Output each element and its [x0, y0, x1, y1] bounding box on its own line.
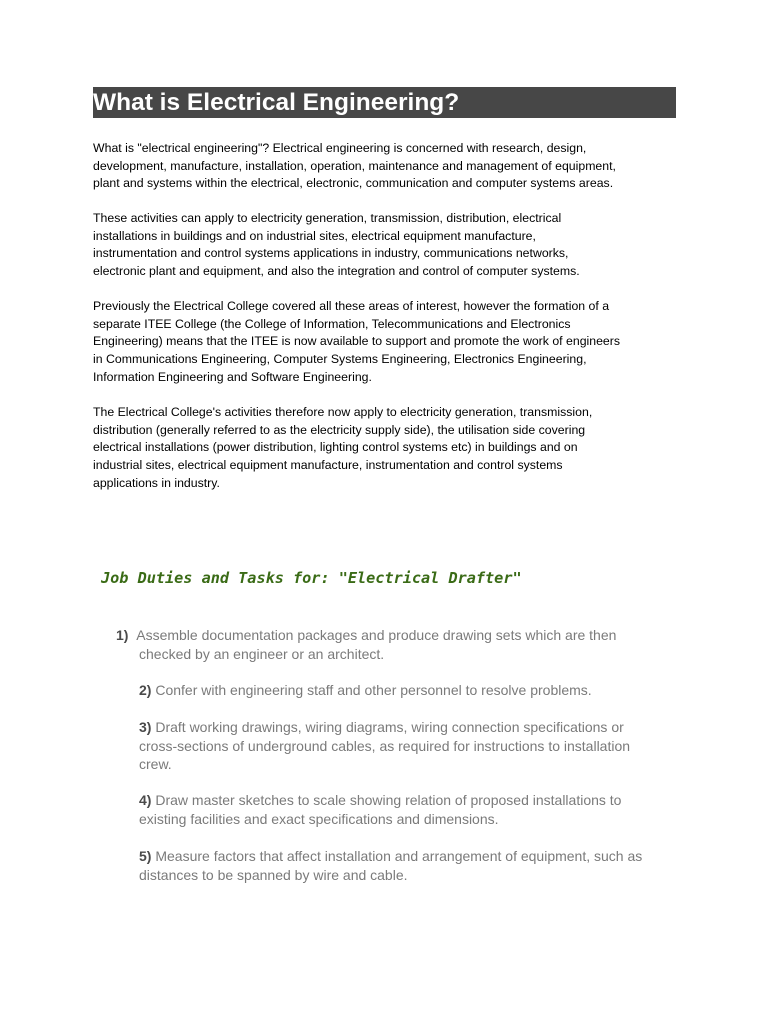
- duty-item-4: [139, 791, 699, 828]
- job-duties-heading: Job Duties and Tasks for: "Electrical Drafter": [101, 569, 522, 587]
- paragraph-3: [93, 298, 693, 387]
- duty-line: [139, 847, 699, 866]
- duty-text: Draft working drawings, wiring diagrams, wiring connection specifications or: [155, 719, 624, 735]
- paragraph-line: Information Engineering and Software Engineering.: [93, 369, 372, 384]
- paragraph-line: development, manufacture, installation, operation, maintenance and management of equipment,: [93, 158, 616, 173]
- paragraph-line: instrumentation and control systems applications in industry, communications networks,: [93, 246, 569, 261]
- duty-number: 2): [139, 682, 152, 698]
- duty-number: 3): [139, 719, 152, 735]
- duty-item-3: [139, 718, 699, 774]
- paragraph-line: Engineering) means that the ITEE is now available to support and promote the work of engineers: [93, 334, 621, 349]
- duty-text: Draw master sketches to scale showing relation of proposed installations to: [155, 792, 622, 808]
- paragraph-line: Previously the Electrical College covered all these areas of interest, however the formation of a: [93, 299, 610, 313]
- duty-number: 4): [139, 792, 152, 808]
- paragraph-line: These activities can apply to electricity generation, transmission, distribution, electrical: [93, 211, 562, 225]
- duty-line: crew.: [139, 756, 172, 772]
- paragraph-line: What is "electrical engineering"? Electrical engineering is concerned with research, design,: [93, 141, 587, 155]
- paragraph-line: electronic plant and equipment, and also the integration and control of computer systems.: [93, 264, 580, 279]
- paragraph-line: plant and systems within the electrical, electronic, communication and computer systems areas.: [93, 176, 614, 191]
- paragraph-line: separate ITEE College (the College of Information, Telecommunications and Electronics: [93, 316, 571, 331]
- duty-line: [139, 791, 699, 810]
- paragraph-line: distribution (generally referred to as the electricity supply side), the utilisation side covering: [93, 422, 586, 437]
- paragraph-2: [93, 210, 693, 281]
- duty-line: checked by an engineer or an architect.: [139, 645, 385, 662]
- duty-line: [116, 626, 676, 645]
- duty-text: Confer with engineering staff and other personnel to resolve problems.: [155, 682, 592, 698]
- paragraph-4: [93, 404, 693, 493]
- duty-item-2: [139, 681, 699, 700]
- title-bar: [93, 87, 676, 118]
- duty-item-1: [116, 626, 676, 663]
- duty-line: existing facilities and exact specifications and dimensions.: [139, 810, 499, 827]
- duty-text: Measure factors that affect installation and arrangement of equipment, such as: [155, 848, 643, 864]
- duty-number: 5): [139, 848, 152, 864]
- duty-line: distances to be spanned by wire and cable.: [139, 866, 408, 883]
- paragraph-line: installations in buildings and on industrial sites, electrical equipment manufacture,: [93, 228, 536, 243]
- duty-number: 1): [116, 627, 129, 643]
- duty-item-5: [139, 847, 699, 884]
- paragraph-line: industrial sites, electrical equipment manufacture, instrumentation and control systems: [93, 458, 563, 473]
- paragraph-line: in Communications Engineering, Computer Systems Engineering, Electronics Engineering,: [93, 352, 587, 367]
- paragraph-line: electrical installations (power distribution, lighting control systems etc) in buildings and on: [93, 440, 578, 455]
- paragraph-1: [93, 140, 693, 193]
- duty-line: cross-sections of underground cables, as required for instructions to installation: [139, 737, 631, 754]
- duty-line: [139, 718, 699, 737]
- duty-text: Assemble documentation packages and produce drawing sets which are then: [136, 627, 617, 643]
- paragraph-line: The Electrical College's activities therefore now apply to electricity generation, transmission,: [93, 405, 593, 419]
- paragraph-line: applications in industry.: [93, 475, 220, 490]
- duty-line: [139, 681, 699, 700]
- page-title: What is Electrical Engineering?: [93, 89, 460, 116]
